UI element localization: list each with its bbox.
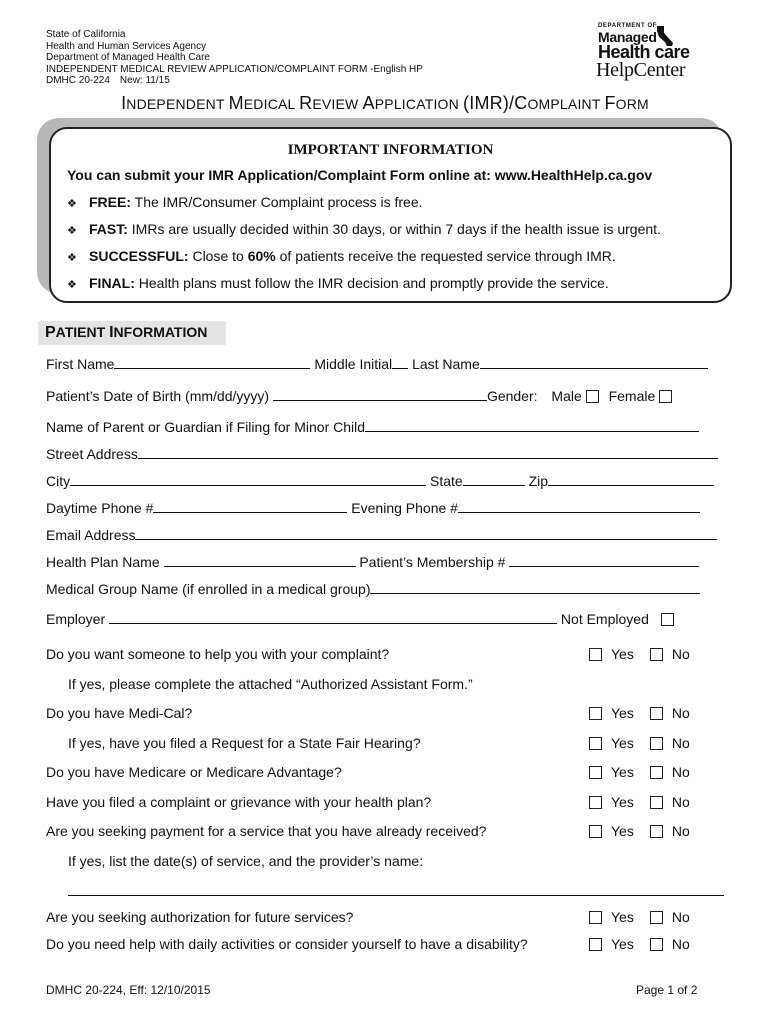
yes-no-assistant: Yes No — [589, 646, 690, 662]
bullet-fast: ❖ FAST: IMRs are usually decided within 30 days, or within 7 days if the health issue is urgent. — [67, 221, 661, 237]
footer-page-number: Page 1 of 2 — [636, 983, 698, 997]
male-checkbox[interactable] — [586, 390, 599, 403]
service-dates-prompt: If yes, list the date(s) of service, and the provider’s name: — [68, 853, 424, 869]
diamond-bullet-icon: ❖ — [67, 279, 77, 291]
evening-phone-field[interactable] — [458, 498, 700, 513]
disability-no-checkbox[interactable] — [650, 938, 663, 951]
header-agency: Health and Human Services Agency — [46, 40, 207, 52]
diamond-bullet-icon: ❖ — [67, 198, 77, 210]
not-employed-checkbox[interactable] — [661, 613, 674, 626]
employer-row: Employer Not Employed — [46, 609, 674, 627]
email-row: Email Address — [46, 525, 717, 543]
header-form-number: DMHC 20-224 — [46, 75, 110, 87]
important-info-heading: IMPORTANT INFORMATION — [287, 142, 494, 158]
guardian-field[interactable] — [365, 417, 699, 432]
bullet-free: ❖ FREE: The IMR/Consumer Complaint process is free. — [67, 194, 423, 210]
service-dates-field[interactable] — [68, 895, 724, 896]
medical-group-row: Medical Group Name (if enrolled in a medical group) — [46, 579, 700, 597]
page-title: INDEPENDENT MEDICAL REVIEW APPLICATION (IMR)/COMPLAINT FORM — [121, 93, 649, 113]
health-plan-field[interactable] — [164, 552, 356, 567]
state-field[interactable] — [463, 471, 525, 486]
medi-cal-no-checkbox[interactable] — [650, 707, 663, 720]
yes-no-authorization: Yes No — [589, 909, 690, 925]
first-name-field[interactable] — [114, 354, 310, 369]
city-row: City State Zip — [46, 471, 714, 489]
yes-no-medi-cal: Yes No — [589, 705, 690, 721]
header-new-date: New: 11/15 — [119, 75, 170, 87]
header-form-number-line — [46, 75, 423, 87]
assistant-note: If yes, please complete the attached “Authorized Assistant Form.” — [68, 676, 473, 692]
medicare-yes-checkbox[interactable] — [589, 766, 602, 779]
phone-row: Daytime Phone # Evening Phone # — [46, 498, 700, 516]
fair-hearing-no-checkbox[interactable] — [650, 737, 663, 750]
yes-no-medicare: Yes No — [589, 764, 690, 780]
diamond-bullet-icon: ❖ — [67, 252, 77, 264]
guardian-row: Name of Parent or Guardian if Filing for Minor Child — [46, 417, 699, 435]
header-department: Department of Managed Health Care — [46, 52, 210, 64]
header-state: State of California — [46, 29, 126, 40]
question-fair-hearing: If yes, have you filed a Request for a State Fair Hearing? — [68, 735, 421, 751]
authorization-no-checkbox[interactable] — [650, 911, 663, 924]
question-authorization: Are you seeking authorization for future services? — [46, 909, 354, 925]
question-assistant: Do you want someone to help you with your complaint? — [46, 646, 390, 662]
question-medi-cal: Do you have Medi-Cal? — [46, 705, 193, 721]
payment-no-checkbox[interactable] — [650, 825, 663, 838]
city-field[interactable] — [70, 471, 426, 486]
question-disability: Do you need help with daily activities or consider yourself to have a disability? — [46, 936, 528, 952]
medicare-no-checkbox[interactable] — [650, 766, 663, 779]
dob-row: Patient’s Date of Birth (mm/dd/yyyy) Gender: Male Female — [46, 386, 672, 404]
dmhc-logo — [592, 23, 717, 83]
dob-field[interactable] — [273, 386, 487, 401]
last-name-field[interactable] — [480, 354, 708, 369]
zip-field[interactable] — [548, 471, 714, 486]
assistant-no-checkbox[interactable] — [650, 648, 663, 661]
yes-no-fair-hearing: Yes No — [589, 735, 690, 751]
logo-managed-text: Managed — [598, 29, 657, 45]
yes-no-grievance: Yes No — [589, 794, 690, 810]
question-payment: Are you seeking payment for a service that you have already received? — [46, 823, 487, 839]
name-row: First Name Middle Initial Last Name — [46, 354, 708, 372]
online-submit-text: You can submit your IMR Application/Complaint Form online at: www.HealthHelp.ca.gov — [67, 167, 653, 183]
yes-no-payment: Yes No — [589, 823, 690, 839]
question-medicare: Do you have Medicare or Medicare Advantage? — [46, 764, 342, 780]
bullet-successful: ❖ SUCCESSFUL: Close to 60% of patients receive the requested service through IMR. — [67, 248, 616, 264]
authorization-yes-checkbox[interactable] — [589, 911, 602, 924]
street-row: Street Address — [46, 444, 718, 462]
question-grievance: Have you filed a complaint or grievance with your health plan? — [46, 794, 432, 810]
plan-row: Health Plan Name Patient’s Membership # — [46, 552, 699, 570]
grievance-no-checkbox[interactable] — [650, 796, 663, 809]
street-address-field[interactable] — [138, 444, 718, 459]
email-field[interactable] — [135, 525, 717, 540]
employer-field[interactable] — [109, 609, 557, 624]
section-patient-information: PATIENT INFORMATION — [45, 324, 208, 341]
disability-yes-checkbox[interactable] — [589, 938, 602, 951]
female-checkbox[interactable] — [659, 390, 672, 403]
payment-yes-checkbox[interactable] — [589, 825, 602, 838]
medical-group-field[interactable] — [370, 579, 700, 594]
diamond-bullet-icon: ❖ — [67, 225, 77, 237]
middle-initial-field[interactable] — [392, 354, 408, 369]
logo-help-center-text: HelpCenter — [596, 59, 686, 81]
logo-dept-text: DEPARTMENT OF — [598, 23, 658, 29]
grievance-yes-checkbox[interactable] — [589, 796, 602, 809]
membership-number-field[interactable] — [509, 552, 699, 567]
fair-hearing-yes-checkbox[interactable] — [589, 737, 602, 750]
logo-health-care-text: Health care — [598, 42, 690, 62]
daytime-phone-field[interactable] — [153, 498, 347, 513]
footer-form-id: DMHC 20-224, Eff: 12/10/2015 — [46, 983, 211, 997]
bullet-final: ❖ FINAL: Health plans must follow the IMR decision and promptly provide the service. — [67, 275, 609, 291]
medi-cal-yes-checkbox[interactable] — [589, 707, 602, 720]
header-form-name: INDEPENDENT MEDICAL REVIEW APPLICATION/COMPLAINT FORM -English HP — [46, 63, 423, 75]
yes-no-disability: Yes No — [589, 936, 690, 952]
assistant-yes-checkbox[interactable] — [589, 648, 602, 661]
form-header — [46, 29, 423, 87]
